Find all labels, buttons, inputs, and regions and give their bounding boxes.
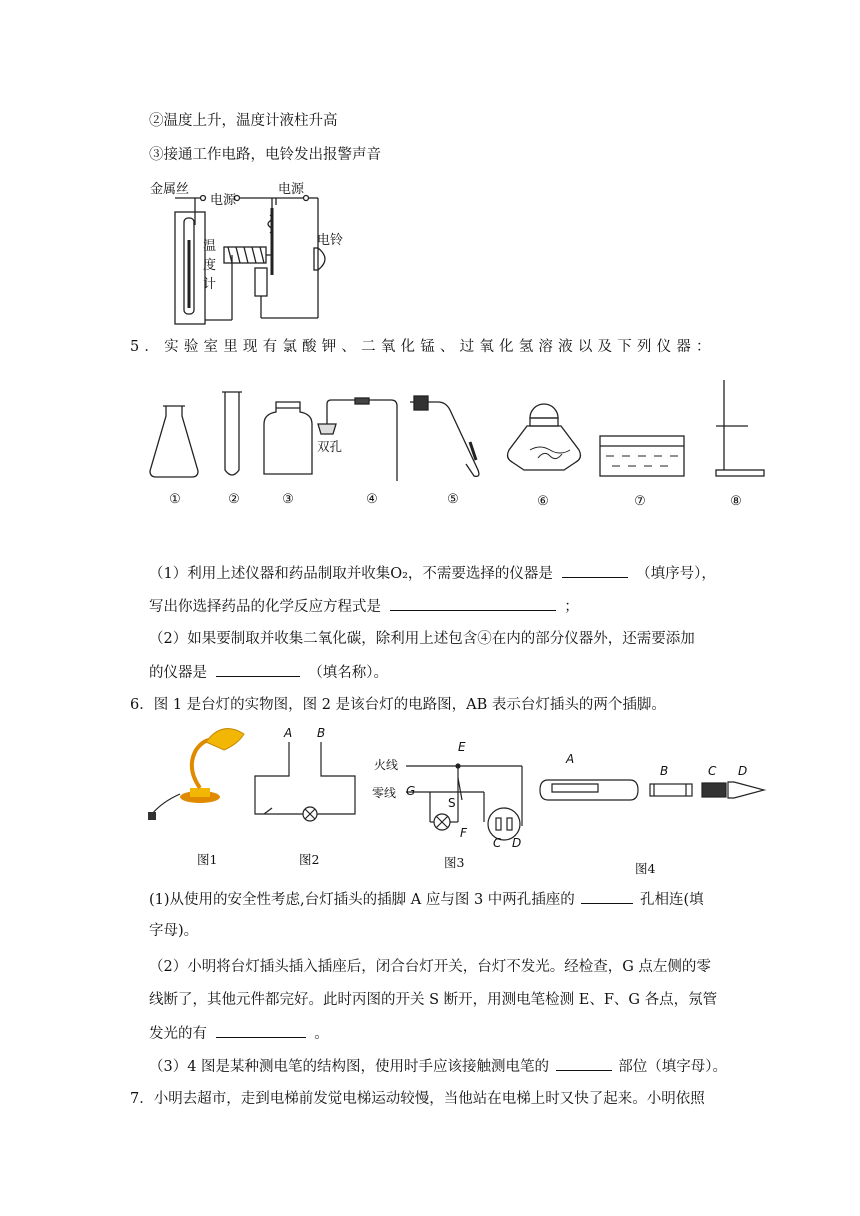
q6-part1-line1 bbox=[149, 888, 704, 911]
fig3-label-g: G bbox=[406, 784, 416, 798]
double-hole-label: 双孔 bbox=[317, 439, 343, 454]
fig2-label-b: B bbox=[317, 726, 326, 740]
q6-part2-line1: （2）小明将台灯插头插入插座后，闭合台灯开关，台灯不发光。经检查，G 点左侧的零 bbox=[149, 959, 711, 975]
thermometer-label-3: 计 bbox=[203, 277, 217, 292]
thermometer-label-2: 度 bbox=[203, 258, 217, 273]
q6-part1-text-a: (1)从使用的安全性考虑,台灯插头的插脚 A 应与图 3 中两孔插座的 bbox=[149, 892, 575, 908]
apparatus-num-6: ⑥ bbox=[537, 494, 549, 509]
apparatus-num-4: ④ bbox=[366, 492, 378, 507]
q6-stem: 6．图 1 是台灯的实物图，图 2 是该台灯的电路图，AB 表示台灯插头的两个插脚。 bbox=[130, 697, 666, 713]
q6-part1-text-b: 孔相连(填 bbox=[640, 892, 704, 908]
caption-fig3: 图3 bbox=[444, 855, 465, 870]
q6-part3-text-b: 部位（填字母）。 bbox=[618, 1059, 728, 1075]
q5-part1-text-c: 写出你选择药品的化学反应方程式是 bbox=[149, 599, 381, 615]
q5-part2-text-c: （填名称）。 bbox=[308, 665, 388, 681]
fig3-label-neutral: 零线 bbox=[372, 786, 397, 800]
fig3-label-e: E bbox=[458, 740, 466, 754]
caption-fig1: 图1 bbox=[197, 852, 218, 867]
bell-label: 电铃 bbox=[317, 233, 344, 248]
apparatus-num-3: ③ bbox=[282, 492, 294, 507]
fig3-label-f: F bbox=[460, 826, 467, 840]
fig4-label-c: C bbox=[708, 764, 717, 778]
fig3-label-c: C bbox=[493, 836, 502, 850]
q5-part1-text-b: （填序号）， bbox=[636, 566, 716, 582]
q6-answer-blank-2[interactable] bbox=[216, 1022, 306, 1038]
q6-answer-blank-1[interactable] bbox=[581, 888, 633, 904]
q6-part3-text-a: （3）4 图是某种测电笔的结构图，使用时手应该接触测电笔的 bbox=[149, 1059, 550, 1075]
caption-fig2: 图2 bbox=[299, 852, 320, 867]
apparatus-num-2: ② bbox=[228, 492, 240, 507]
fig4-label-b: B bbox=[660, 764, 669, 778]
q7-stem: 7．小明去超市，走到电梯前发觉电梯运动较慢，当他站在电梯上时又快了起来。小明依照 bbox=[130, 1091, 705, 1107]
q5-part1-text-d: ； bbox=[564, 599, 579, 615]
q5-stem: 5．实验室里现有氯酸钾、二氧化锰、过氧化氢溶液以及下列仪器： bbox=[130, 339, 716, 355]
q6-part2-text-d: 。 bbox=[314, 1026, 329, 1042]
fig3-label-d: D bbox=[512, 836, 522, 850]
power-label-2: 电源 bbox=[278, 182, 305, 197]
fig3-label-s: S bbox=[448, 796, 456, 810]
apparatus-num-5: ⑤ bbox=[447, 492, 459, 507]
caption-fig4: 图4 bbox=[635, 861, 656, 876]
q5-part1-text-a: （1）利用上述仪器和药品制取并收集O₂，不需要选择的仪器是 bbox=[149, 566, 553, 582]
fig4-label-d: D bbox=[738, 764, 748, 778]
q5-part2-line1: （2）如果要制取并收集二氧化碳，除利用上述包含④在内的部分仪器外，还需要添加 bbox=[149, 631, 695, 647]
fig4-label-a: A bbox=[566, 752, 575, 766]
power-label-1: 电源 bbox=[210, 193, 237, 208]
fig3-label-live: 火线 bbox=[374, 758, 399, 772]
thermometer-label-1: 温 bbox=[203, 239, 217, 254]
fig2-label-a: A bbox=[284, 726, 293, 740]
q6-part2-text-c: 发光的有 bbox=[149, 1026, 207, 1042]
desk-lamp bbox=[148, 729, 244, 820]
metal-wire-label: 金属丝 bbox=[150, 182, 190, 197]
apparatus-num-1: ① bbox=[169, 492, 181, 507]
q6-answer-blank-3[interactable] bbox=[556, 1055, 612, 1071]
intro-line-3: ③接通工作电路，电铃发出报警声音 bbox=[149, 147, 381, 163]
q6-part2-line3 bbox=[149, 1022, 329, 1045]
apparatus-num-8: ⑧ bbox=[730, 494, 742, 509]
intro-line-2: ②温度上升，温度计液柱升高 bbox=[149, 113, 338, 129]
q6-part3-line1 bbox=[149, 1055, 727, 1078]
q6-part2-line2: 线断了，其他元件都完好。此时丙图的开关 S 断开，用测电笔检测 E、F、G 各点，氖管 bbox=[149, 992, 718, 1008]
apparatus-num-7: ⑦ bbox=[634, 494, 646, 509]
q5-part2-text-b: 的仪器是 bbox=[149, 665, 207, 681]
q6-part1-line2: 字母)。 bbox=[149, 923, 199, 939]
